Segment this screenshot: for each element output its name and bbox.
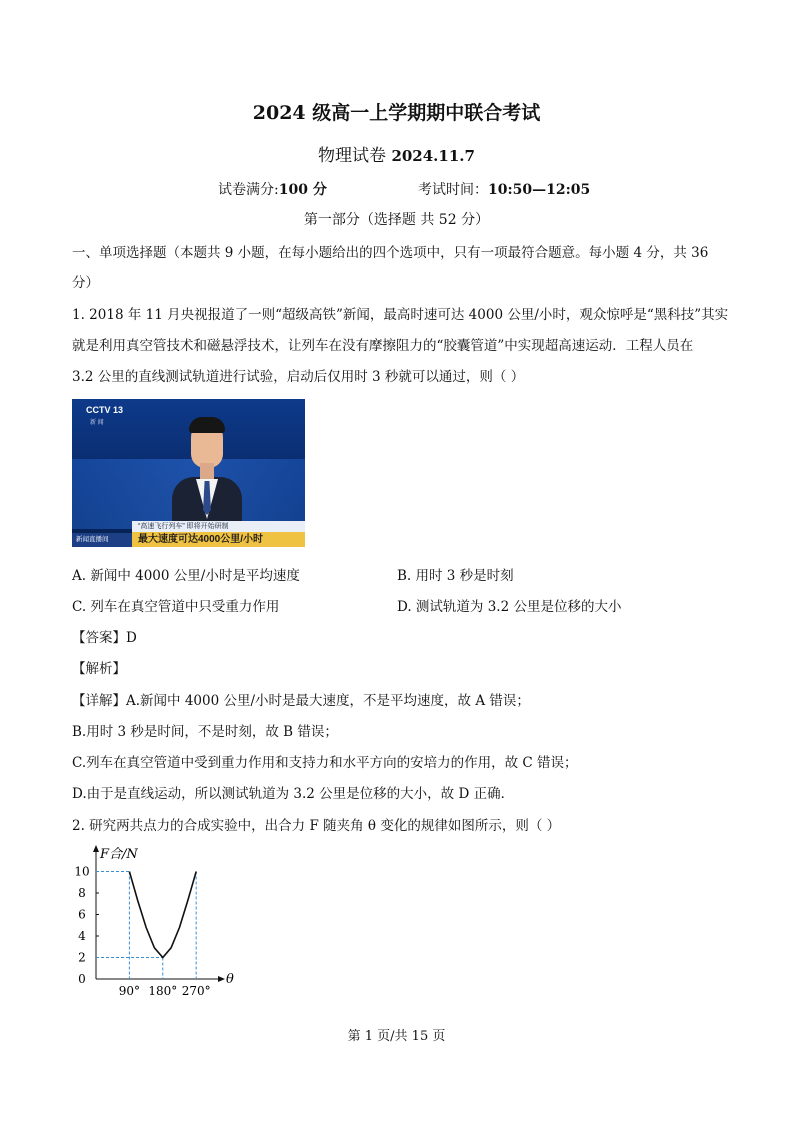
exam-subtitle <box>0 141 793 166</box>
x-axis-arrow <box>218 976 225 982</box>
page-footer: 第 1 页/共 15 页 <box>347 1029 446 1044</box>
q1-detail-2: B.用时 3 秒是时间，不是时刻，故 B 错误； <box>72 724 338 740</box>
subject-title: 物理试卷 <box>318 146 387 166</box>
part-title: 第一部分（选择题 共 52 分） <box>303 212 490 228</box>
y-axis-label: F合/N <box>100 847 138 862</box>
cctv-logo-sub: 新 闻 <box>90 420 104 426</box>
force-angle-chart <box>72 842 247 1000</box>
q1-detail-1: 【详解】A.新闻中 4000 公里/小时是最大速度，不是平均速度，故 A 错误； <box>72 693 530 709</box>
exam-time: 考试时间：10:50—12:05 <box>418 182 591 198</box>
q1-detail-3: C.列车在真空管道中受到重力作用和支持力和水平方向的安培力的作用，故 C 错误； <box>72 755 578 771</box>
y-tick-label: 6 <box>78 907 86 922</box>
x-tick-label: 270° <box>181 984 211 998</box>
q1-analysis-label: 【解析】 <box>72 661 126 677</box>
section-instruction-line1: 一、单项选择题（本题共 9 小题，在每小题给出的四个选项中，只有一项最符合题意。每小题 4 分，共 36 <box>72 245 709 261</box>
q1-option-d: D. 测试轨道为 3.2 公里是位移的大小 <box>397 599 622 615</box>
news-screenshot-image <box>72 399 305 547</box>
y-axis-arrow <box>93 845 99 852</box>
q1-text-line1: 1. 2018 年 11 月央视报道了一则“超级高铁”新闻，最高时速可达 4000 公里/小时，观众惊呼是“黑科技”其实 <box>72 307 729 323</box>
force-curve <box>129 872 196 958</box>
cctv-logo: CCTV 13 <box>86 405 124 415</box>
y-tick-label: 10 <box>74 864 90 879</box>
q1-option-c: C. 列车在真空管道中只受重力作用 <box>72 599 280 615</box>
q1-text-line3: 3.2 公里的直线测试轨道进行试验，启动后仅用时 3 秒就可以通过，则（ ） <box>72 369 525 385</box>
y-tick-label: 4 <box>78 929 86 943</box>
x-tick-label: 180° <box>148 984 178 998</box>
y-tick-label: 2 <box>78 950 86 965</box>
y-tick-label: 8 <box>78 886 86 900</box>
q1-text-line2: 就是利用真空管技术和磁悬浮技术，让列车在没有摩擦阻力的“胶囊管道”中实现超高速运动．工程人员在 <box>72 338 694 354</box>
q1-option-a: A. 新闻中 4000 公里/小时是平均速度 <box>72 568 300 584</box>
x-tick-label: 90° <box>118 984 141 998</box>
section-instruction-line2: 分） <box>72 275 99 291</box>
x-axis-label: θ <box>226 972 234 987</box>
news-banner-big: 最大速度可达4000公里/小时 <box>132 532 305 547</box>
exam-date: 2024.11.7 <box>391 147 475 165</box>
y-tick-label: 0 <box>78 972 86 986</box>
q1-option-b: B. 用时 3 秒是时刻 <box>397 568 514 584</box>
q2-text-line1: 2. 研究两共点力的合成实验中，出合力 F 随夹角 θ 变化的规律如图所示，则（ ） <box>72 818 561 834</box>
full-score: 试卷满分:100 分 <box>218 182 327 198</box>
q1-detail-4: D.由于是直线运动，所以测试轨道为 3.2 公里是位移的大小，故 D 正确． <box>72 786 515 802</box>
news-tag: 新闻直播间 <box>72 533 136 547</box>
q1-answer: 【答案】D <box>72 630 137 646</box>
news-banner-small: “高速飞行列车” 即将开始研制 <box>132 521 305 532</box>
exam-title: 2024 级高一上学期期中联合考试 <box>252 102 541 124</box>
